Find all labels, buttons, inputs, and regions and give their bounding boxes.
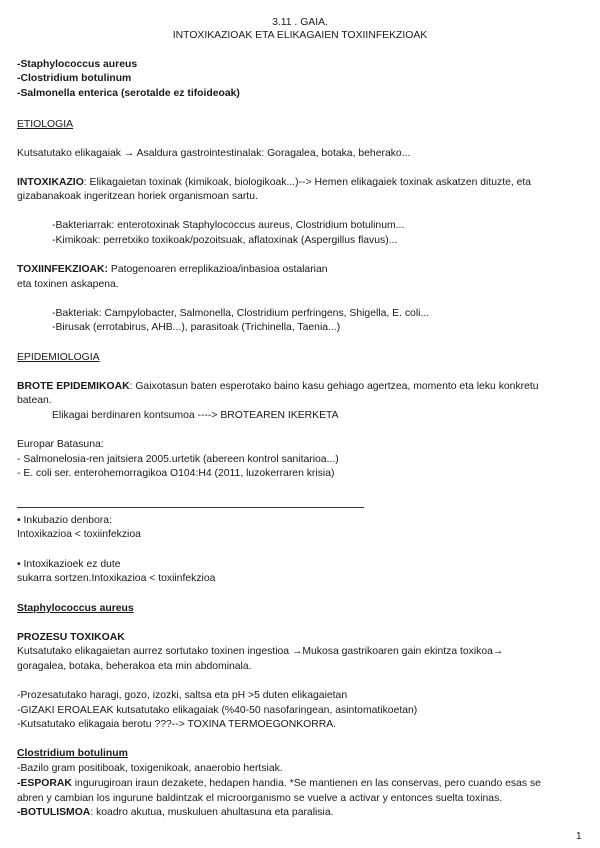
organism-item: -Salmonella enterica (serotalde ez tifoideoak): [17, 88, 240, 99]
eu-item: - Salmonelosia-ren jaitsiera 2005.urtetik (abereen kontrol sanitarioa...): [17, 454, 339, 465]
brote-definition-cont: batean.: [17, 395, 52, 406]
espora-line: -ESPORAK ingurugiroan iraun dezakete, hedapen handia. *Se mantienen en las conservas, pero cuando esas se: [17, 778, 541, 789]
toxiinfekzio-item: -Birusak (errotabirus, AHB...), parasitoak (Trichinella, Taenia...): [52, 322, 341, 333]
chapter-number: 3.11 . GAIA.: [272, 17, 328, 28]
horizontal-divider: [17, 507, 364, 508]
botulismo-term: -BOTULISMOA: [17, 807, 91, 818]
epidemiologia-heading: EPIDEMIOLOGIA: [17, 352, 100, 363]
toxic-process-text: Kutsatutako elikagaietan aurrez sortutako toxinen ingestioa →Mukosa gastrikoaren gain ekintza toxikoa→: [17, 646, 504, 657]
etiologia-heading: ETIOLOGIA: [17, 119, 74, 130]
espora-term: -ESPORAK: [17, 778, 72, 789]
intoxikazio-definition-cont: gizabanakoak ingeritzean horiek organismoan sartu.: [17, 191, 258, 202]
organism-item: -Staphylococcus aureus: [17, 59, 138, 70]
toxic-process-heading: PROZESU TOXIKOAK: [17, 632, 125, 643]
brote-investigation: Elikagai berdinaren kontsumoa ----> BROTEAREN IKERKETA: [52, 410, 339, 421]
toxiinfekzio-definition-cont: eta toxinen askapena.: [17, 279, 119, 290]
toxic-process-text-cont: goragalea, botaka, beherakoa eta min abdominala.: [17, 661, 252, 672]
clostridium-heading: Clostridium botulinum: [17, 748, 128, 759]
brote-definition: BROTE EPIDEMIKOAK: Gaixotasun baten esperotako baino kasu gehiago agertzea, momento eta leku konkretu: [17, 381, 539, 392]
chapter-title: INTOXIKAZIOAK ETA ELIKAGAIEN TOXIINFEKZIOAK: [172, 30, 428, 41]
brote-term: BROTE EPIDEMIKOAK: [17, 381, 130, 392]
toxiinfekzio-term: TOXIINFEKZIOAK:: [17, 264, 109, 275]
incubation-compare: Intoxikazioa < toxiinfekzioa: [17, 529, 141, 540]
fever-compare: sukarra sortzen.Intoxikazioa < toxiinfekzioa: [17, 573, 216, 584]
eu-item: - E. coli ser. enterohemorragikoa O104:H4 (2011, luzokerraren krisia): [17, 468, 335, 479]
espora-line-cont: abren y cambian los ingurune baldintzak el microorganismo se vuelve a activar y entonces suelta toxinas.: [17, 793, 503, 804]
organism-item: -Clostridium botulinum: [17, 73, 132, 84]
page-number: 1: [576, 831, 582, 842]
toxiinfekzio-item: -Bakteriak: Campylobacter, Salmonella, Clostridium perfringens, Shigella, E. coli...: [52, 308, 430, 319]
intoxikazio-item: -Bakteriarrak: enterotoxinak Staphylococcus aureus, Clostridium botulinum...: [52, 220, 405, 231]
staph-item: -GIZAKI EROALEAK kutsatutako elikagaiak (%40-50 nasofaringean, asintomatikoetan): [17, 705, 418, 716]
intoxikazio-item: -Kimikoak: perretxiko toxikoak/pozoitsuak, aflatoxinak (Aspergillus flavus)...: [52, 235, 398, 246]
incubation-bullet: • Inkubazio denbora:: [17, 515, 112, 526]
staph-heading: Staphylococcus aureus: [17, 603, 134, 614]
fever-bullet: • Intoxikazioek ez dute: [17, 559, 121, 570]
eu-title: Europar Batasuna:: [17, 439, 104, 450]
staph-item: -Kutsatutako elikagaia berotu ???--> TOXINA TERMOEGONKORRA.: [17, 719, 337, 730]
botulismo-line: -BOTULISMOA: koadro akutua, muskuluen ahultasuna eta paralisia.: [17, 807, 334, 818]
toxiinfekzio-definition: TOXIINFEKZIOAK: Patogenoaren erreplikazioa/inbasioa ostalarian: [17, 264, 328, 275]
etiologia-intro: Kutsatutako elikagaiak → Asaldura gastrointestinalak: Goragalea, botaka, beherako...: [17, 148, 411, 159]
intoxikazio-term: INTOXIKAZIO: [17, 177, 84, 188]
intoxikazio-definition: INTOXIKAZIO: Elikagaietan toxinak (kimikoak, biologikoak...)--> Hemen elikagaiek toxinak askatzen dituzte, eta: [17, 177, 532, 188]
clostridium-line: -Bazilo gram positiboak, toxigenikoak, anaerobio hertsiak.: [17, 763, 283, 774]
staph-item: -Prozesatutako haragi, gozo, izozki, saltsa eta pH >5 duten elikagaietan: [17, 690, 348, 701]
